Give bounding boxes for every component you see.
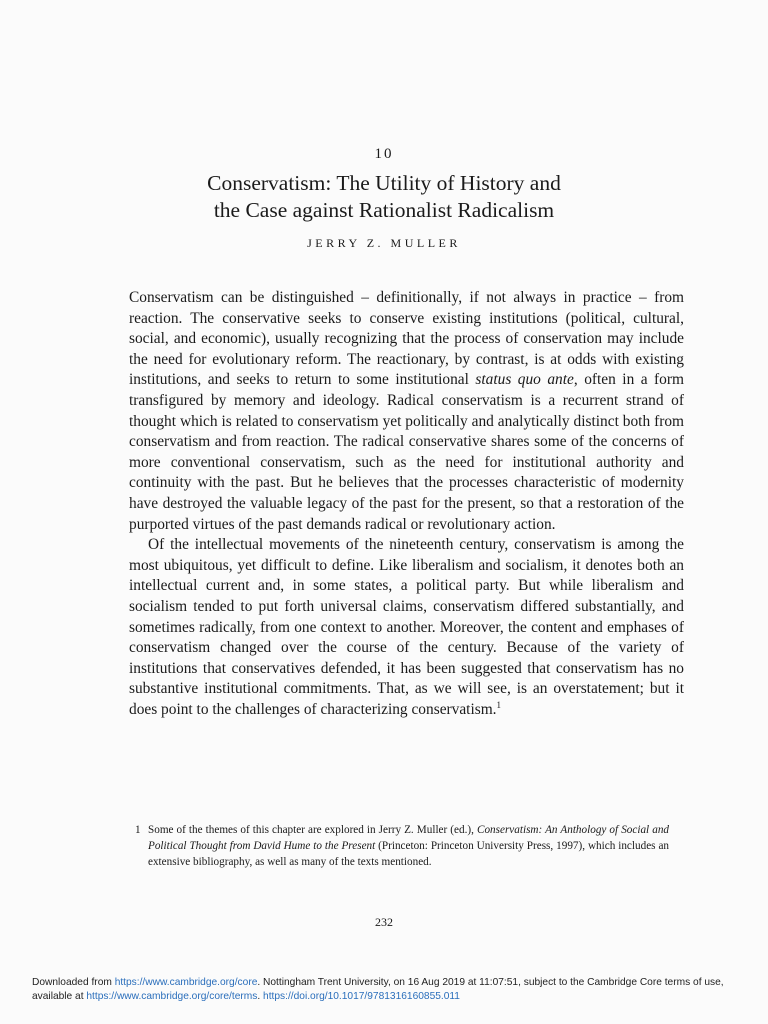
paragraph-1-part-a: Conservatism can be distinguished – definitionally, if not always in practice – from reaction. The conservative seeks to conserve existing institutions (political, cultural, social, and economic), usually recognizing that the process of conservation may include the need for evolutionary reform. The reactionary, by contrast, is at odds with existing institutions, and seeks to return to some institutional xyxy=(129,289,684,389)
download-notice xyxy=(32,976,752,1004)
terms-link[interactable]: https://www.cambridge.org/core/terms xyxy=(86,991,258,1002)
paragraph-1-italic: status quo ante xyxy=(475,371,574,389)
page-number: 232 xyxy=(375,915,393,929)
doi-link[interactable]: https://doi.org/10.1017/9781316160855.011 xyxy=(263,991,460,1002)
footnote xyxy=(129,822,669,870)
cambridge-core-link[interactable]: https://www.cambridge.org/core xyxy=(114,977,258,988)
body-text xyxy=(129,288,684,720)
chapter-title-line-1: Conservatism: The Utility of History and xyxy=(207,171,561,195)
chapter-title-line-2: the Case against Rationalist Radicalism xyxy=(213,198,555,222)
download-notice-middle: . Nottingham Trent University, on 16 Aug 2019 at 11:07:51, subject to the Cambridge Core terms of use, available at xyxy=(32,977,724,1002)
chapter-author: JERRY Z. MULLER xyxy=(307,236,461,250)
chapter-number: 10 xyxy=(374,146,394,162)
chapter-title xyxy=(0,170,768,224)
paragraph-2-text: Of the intellectual movements of the nineteenth century, conservatism is among the most ubiquitous, yet difficult to define. Like liberalism and socialism, it denotes both an intellectual current and, in some states, a political party. But while liberalism and socialism tended to put forth universal claims, conservatism differed substantially, and sometimes radically, from one context to another. Moreover, the content and emphases of conservatism changed over the course of the century. Because of the variety of institutions that conservatives defended, it has been suggested that conservatism has no substantive institutional commitments. That, as we will see, is an overstatement; but it does point to the challenges of characterizing conservatism. xyxy=(129,536,684,718)
paragraph-1 xyxy=(129,288,684,535)
footnote-number: 1 xyxy=(135,824,141,836)
download-notice-separator: . xyxy=(257,991,264,1002)
paragraph-1-part-b: , often in a form transfigured by memory and ideology. Radical conservatism is a recurrent strand of thought which is related to conservatism yet politically and analytically distinct both from conservatism and from reaction. The radical conservative shares some of the concerns of more conventional conservatism, such as the need for institutional authority and continuity with the past. But he believes that the processes characteristic of modernity have destroyed the valuable legacy of the past for the present, so that a restoration of the purported virtues of the past demands radical or revolutionary action. xyxy=(129,371,684,533)
footnote-text-a: Some of the themes of this chapter are explored in Jerry Z. Muller (ed.), xyxy=(148,824,477,836)
footnote-text-italic: Conservatism: An Anthology of Social and Political Thought from David Hume to the Present xyxy=(148,824,670,852)
download-notice-prefix: Downloaded from xyxy=(32,977,115,988)
footnote-reference[interactable]: 1 xyxy=(496,699,502,710)
footnote-text-b: (Princeton: Princeton University Press, 1997), which includes an extensive bibliography, as well as many of the texts mentioned. xyxy=(148,840,669,868)
paragraph-2 xyxy=(129,535,684,720)
